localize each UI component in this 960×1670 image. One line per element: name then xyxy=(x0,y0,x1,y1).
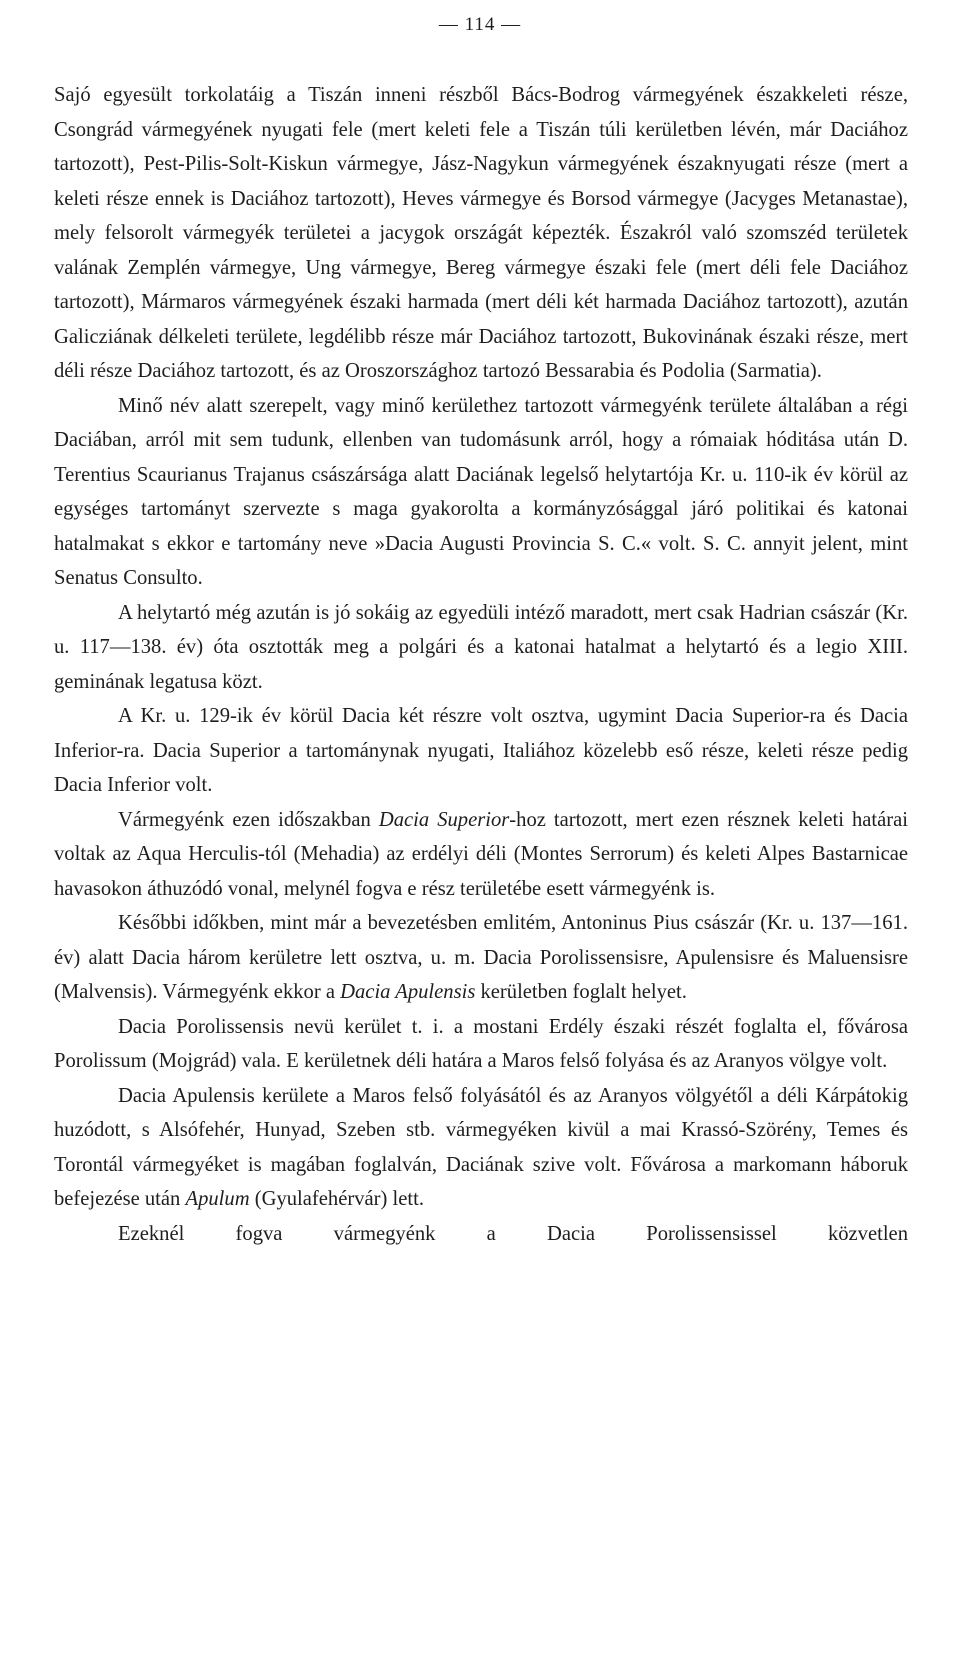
page-number: — 114 — xyxy=(438,14,522,35)
paragraph-9: Ezeknél fogva vármegyénk a Dacia Porolissensissel közvetlen xyxy=(118,1222,908,1245)
paragraph-7: Dacia Porolissensis nevü kerület t. i. a mostani Erdély északi részét foglalta el, fővárosa Porolissum (Mojgrád) vala. E kerületnek déli határa a Maros felső folyása és az Aranyos völgye volt. xyxy=(54,1015,908,1072)
paragraph-6-before: Későbbi időkben, mint már a bevezetésben emlitém, Antoninus Pius császár (Kr. u. 137—161. év) alatt Dacia három kerületre lett osztva, u. m. Dacia Porolissensisre, Apulensisre és Maluensisre (Malvensis). Vármegyénk ekkor a xyxy=(54,912,908,1003)
paragraph-2: Minő név alatt szerepelt, vagy minő kerülethez tartozott vármegyénk területe általában a régi Daciában, arról mit sem tudunk, ellenben van tudomásunk arról, hogy a rómaiak hóditása után D. Terentius Scaurianus Trajanus császársága alatt Daciának legelső helytartója Kr. u. 110-ik év körül az egységes tartományt szervezte s maga gyakorolta a kormányzósággal járó politikai és katonai hatalmakat s ekkor e tartomány neve »Dacia Augusti Provincia S. C.« volt. S. C. annyit jelent, mint Senatus Consulto. xyxy=(54,394,908,589)
body-text xyxy=(54,78,908,1251)
paragraph-8-after: (Gyulafehérvár) lett. xyxy=(249,1188,424,1210)
paragraph-6-italic: Dacia Apulensis xyxy=(340,981,476,1003)
paragraph-5-after: -hoz tartozott, mert ezen résznek keleti határai voltak az Aqua Herculis-tól (Mehadia) az erdélyi déli (Montes Serrorum) és keleti Alpes Bastarnicae havasokon áthuzódó vonal, melynél fogva e rész területébe esett vármegyénk is. xyxy=(54,808,908,900)
paragraph-5-italic: Dacia Superior xyxy=(378,808,510,831)
paragraph-6-after: kerületben foglalt helyet. xyxy=(475,981,687,1003)
paragraph-3: A helytartó még azután is jó sokáig az egyedüli intéző maradott, mert csak Hadrian császár (Kr. u. 117—138. év) óta osztották meg a polgári és a katonai hatalmat a helytartó és a legio XIII. geminának legatusa közt. xyxy=(54,601,908,693)
paragraph-8-italic: Apulum xyxy=(185,1188,250,1210)
paragraph-1: Sajó egyesült torkolatáig a Tiszán inneni részből Bács-Bodrog vármegyének északkeleti része, Csongrád vármegyének nyugati fele (mert keleti fele a Tiszán túli kerületben lévén, már Daciához tartozott), Pest-Pilis-Solt-Kiskun vármegye, Jász-Nagykun vármegyének északnyugati része (mert a keleti része ennek is Daciához tartozott), Heves vármegye és Borsod vármegye (Jacyges Metanastae), mely felsorolt vármegyék területei a jacygok országát képezték. Északról való szomszéd területek valának Zemplén vármegye, Ung vármegye, Bereg vármegye északi fele (mert déli fele Daciához tartozott), Mármaros vármegyének északi harmada (mert déli két harmada Daciához tartozott), azután Galicziának délkeleti területe, legdélibb része már Daciához tartozott, Bukovinának északi része, mert déli része Daciához tartozott, és az Oroszországhoz tartozó Bessarabia és Podolia (Sarmatia). xyxy=(54,84,908,382)
paragraph-5 xyxy=(54,803,908,907)
paragraph-5-before: Vármegyénk ezen időszakban xyxy=(118,808,379,831)
paragraph-4-text: A Kr. u. 129-ik év körül Dacia két részre volt osztva, ugymint Dacia Superior-ra és Dacia Inferior-ra. Dacia Superior a tartománynak nyugati, Italiához közelebb eső része, keleti része pedig Dacia Inferior volt. xyxy=(54,705,908,796)
paragraph-4 xyxy=(54,699,908,803)
paragraph-8-before: Dacia Apulensis kerülete a Maros felső folyásától és az Aranyos völgyétől a déli Kárpátokig huzódott, s Alsófehér, Hunyad, Szeben stb. vármegyéken kivül a mai Krassó-Szörény, Temes és Torontál vármegyéket is magában foglalván, Daciának szive volt. Fővárosa a markomann háboruk befejezése után xyxy=(54,1084,908,1210)
paragraph-8 xyxy=(54,1079,908,1217)
paragraph-6 xyxy=(54,906,908,1010)
